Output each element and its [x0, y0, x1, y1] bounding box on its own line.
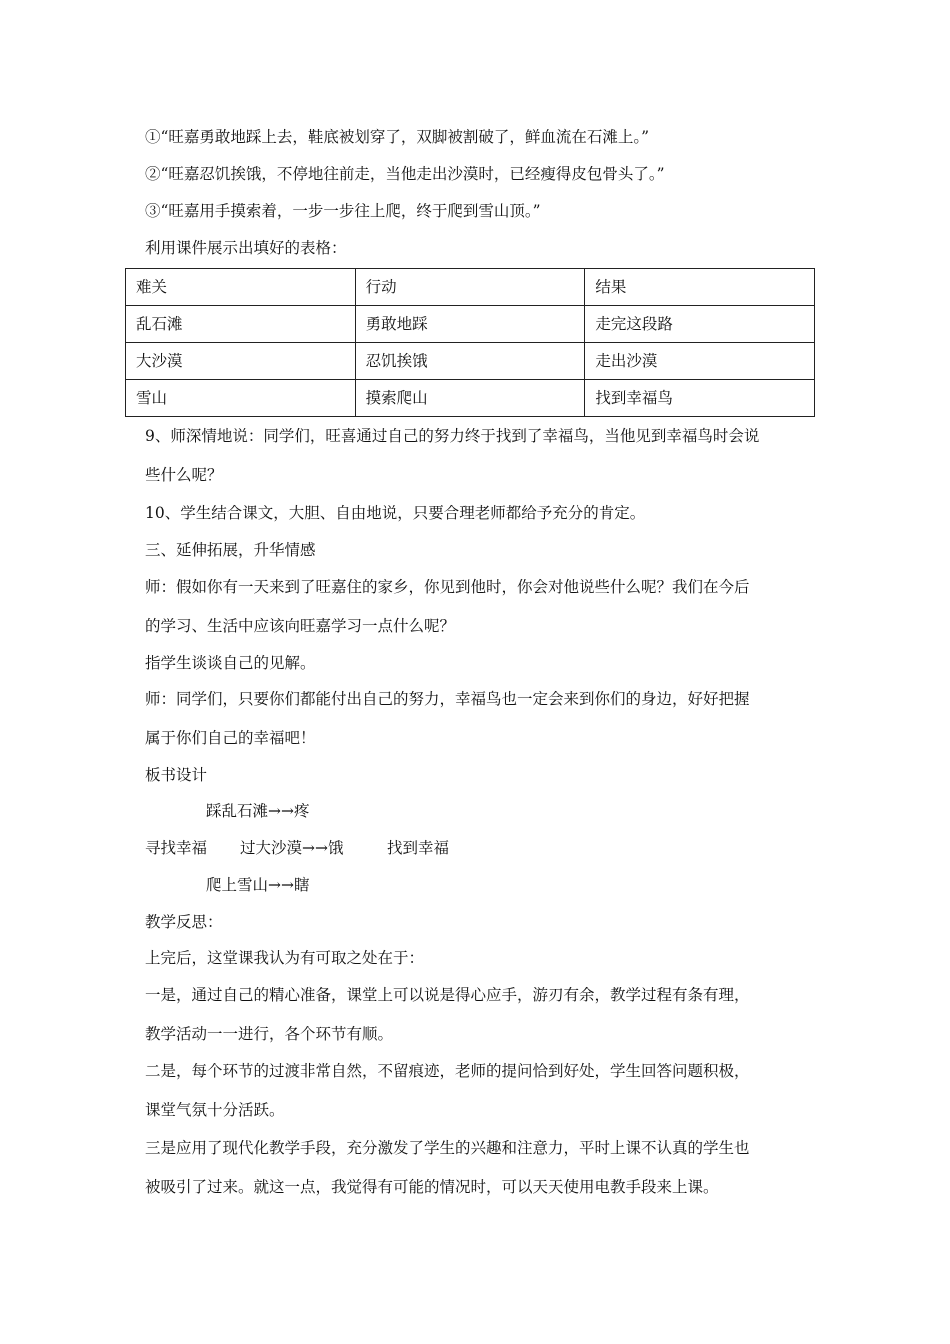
teacher-prompt-1-line-2: 的学习、生活中应该向旺嘉学习一点什么呢？	[145, 617, 456, 635]
reflection-3-line-2: 被吸引了过来。就这一点，我觉得有可能的情况时，可以天天使用电教手段来上课。	[145, 1178, 719, 1196]
table-cell: 乱石滩	[126, 306, 356, 343]
board-line-2-left: 寻找幸福	[145, 839, 208, 857]
table-row	[126, 343, 815, 380]
difficulty-table	[125, 268, 815, 417]
quote-3: ③“旺嘉用手摸索着，一步一步往上爬，终于爬到雪山顶。”	[145, 202, 541, 220]
table-header-cell: 结果	[585, 269, 815, 306]
reflection-title: 教学反思：	[145, 913, 223, 931]
reflection-2-line-1: 二是，每个环节的过渡非常自然，不留痕迹，老师的提问恰到好处，学生回答问题积极，	[145, 1062, 750, 1080]
board-line-1: 踩乱石滩→→疼	[206, 802, 310, 820]
table-cell: 雪山	[126, 380, 356, 417]
teacher-prompt-2-line-2: 属于你们自己的幸福吧！	[145, 729, 316, 747]
teacher-prompt-1-line-1: 师：假如你有一天来到了旺嘉住的家乡，你见到他时，你会对他说些什么呢？我们在今后	[145, 578, 750, 596]
reflection-3-line-1: 三是应用了现代化教学手段，充分激发了学生的兴趣和注意力，平时上课不认真的学生也	[145, 1139, 750, 1157]
table-cell: 走完这段路	[585, 306, 815, 343]
quote-1: ①“旺嘉勇敢地踩上去，鞋底被划穿了，双脚被割破了，鲜血流在石滩上。”	[145, 128, 650, 146]
student-guide: 指学生谈谈自己的见解。	[145, 654, 316, 672]
reflection-2-line-2: 课堂气氛十分活跃。	[145, 1101, 285, 1119]
section-heading-3: 三、延伸拓展，升华情感	[145, 541, 316, 559]
table-cell: 走出沙漠	[585, 343, 815, 380]
table-cell: 勇敢地踩	[355, 306, 585, 343]
table-cell: 找到幸福鸟	[585, 380, 815, 417]
table-cell: 大沙漠	[126, 343, 356, 380]
quote-2: ②“旺嘉忍饥挨饿，不停地往前走，当他走出沙漠时，已经瘦得皮包骨头了。”	[145, 165, 665, 183]
board-line-2-right: 找到幸福	[387, 839, 450, 857]
table-header-cell: 难关	[126, 269, 356, 306]
board-line-3: 爬上雪山→→瞎	[206, 876, 310, 894]
reflection-1-line-2: 教学活动一一进行，各个环节有顺。	[145, 1025, 394, 1043]
paragraph-9-line-2: 些什么呢？	[145, 466, 223, 484]
board-design-title: 板书设计	[145, 766, 208, 784]
table-header-row	[126, 269, 815, 306]
paragraph-9-line-1: 9、师深情地说：同学们，旺喜通过自己的努力终于找到了幸福鸟，当他见到幸福鸟时会说	[145, 427, 760, 445]
table-cell: 摸索爬山	[355, 380, 585, 417]
reflection-intro: 上完后，这堂课我认为有可取之处在于：	[145, 949, 425, 967]
board-line-2-middle: 过大沙漠→→饿	[240, 839, 344, 857]
table-intro: 利用课件展示出填好的表格：	[145, 239, 347, 257]
teacher-prompt-2-line-1: 师：同学们，只要你们都能付出自己的努力，幸福鸟也一定会来到你们的身边，好好把握	[145, 690, 750, 708]
paragraph-10: 10、学生结合课文，大胆、自由地说，只要合理老师都给予充分的肯定。	[145, 504, 646, 522]
table-header-cell: 行动	[355, 269, 585, 306]
table-row	[126, 306, 815, 343]
table-row	[126, 380, 815, 417]
table-cell: 忍饥挨饿	[355, 343, 585, 380]
reflection-1-line-1: 一是，通过自己的精心准备，课堂上可以说是得心应手，游刃有余，教学过程有条有理，	[145, 986, 750, 1004]
